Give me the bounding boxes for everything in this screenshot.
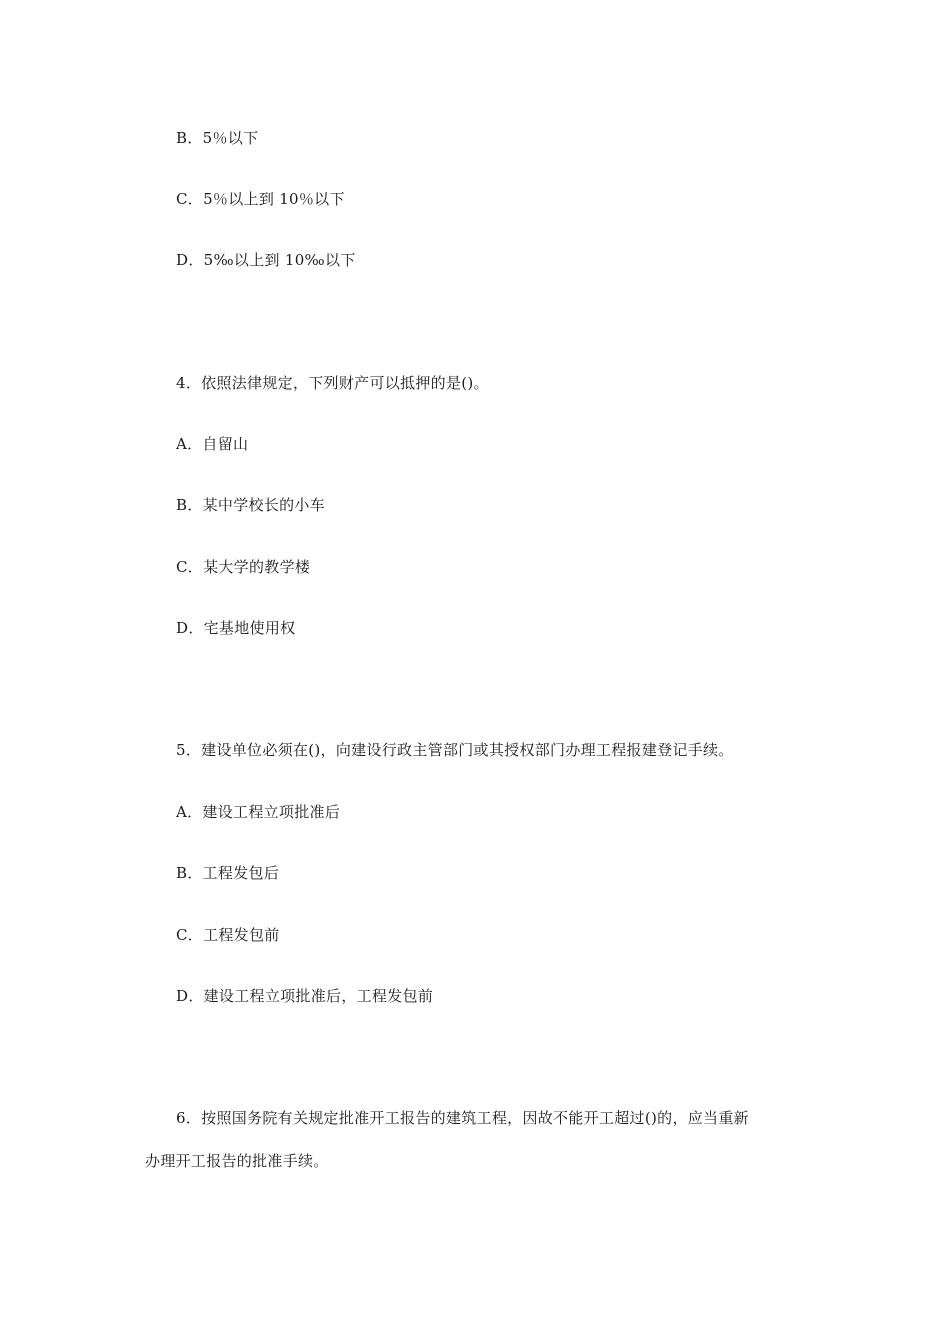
q3-option-b: B．5％以下 [176,129,259,147]
q5-stem: 5．建设单位必须在()，向建设行政主管部门或其授权部门办理工程报建登记手续。 [176,741,734,759]
q5-option-c: C．工程发包前 [176,926,280,944]
q4-option-b: B．某中学校长的小车 [176,496,326,514]
q4-option-d: D．宅基地使用权 [176,619,296,637]
q6-stem-line2: 办理开工报告的批准手续。 [145,1152,329,1170]
q5-option-b: B．工程发包后 [176,864,280,882]
q4-option-c: C．某大学的教学楼 [176,558,311,576]
q4-option-a: A．自留山 [176,435,249,453]
q3-option-d: D．5‰以上到 10‰以下 [176,251,356,269]
q5-option-a: A．建设工程立项批准后 [176,803,341,821]
q6-stem-line1: 6．按照国务院有关规定批准开工报告的建筑工程，因故不能开工超过()的，应当重新 [176,1109,749,1127]
q4-stem: 4．依照法律规定，下列财产可以抵押的是()。 [176,374,489,392]
q5-option-d: D．建设工程立项批准后，工程发包前 [176,987,434,1005]
q3-option-c: C．5％以上到 10％以下 [176,190,345,208]
